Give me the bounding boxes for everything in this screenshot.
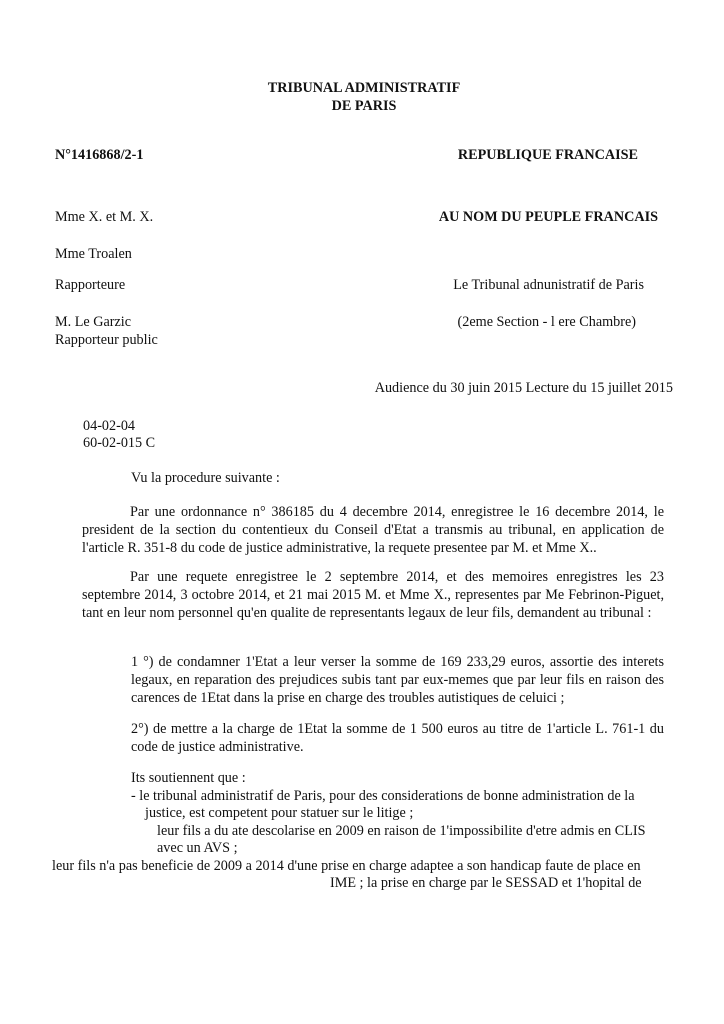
case-number: N°1416868/2-1 — [55, 147, 144, 163]
argument-1-line1: - le tribunal administratif de Paris, pour des considerations de bonne administration de la — [131, 788, 635, 804]
paragraph-ordonnance-text: Par une ordonnance n° 386185 du 4 decembre 2014, enregistree le 16 decembre 2014, le president de la section du contentieux du Conseil d'Etat a transmis au tribunal, en application de l'article R. 351-8 du code de justice administrative, la requete presentee par M. et Mme X.. — [82, 504, 664, 556]
public-rapporteur-name: M. Le Garzic — [55, 314, 132, 330]
claimants: Mme X. et M. X. — [55, 209, 154, 225]
procedure-heading: Vu la procedure suivante : — [131, 470, 280, 486]
paragraph-requete-text: Par une requete enregistree le 2 septembre 2014, et des memoires enregistres les 23 septembre 2014, 3 octobre 2014, et 21 mai 2015 M. et Mme X., representes par Me Febrinon-Piguet, tant en leur nom personnel qu'en qualite de representants legaux de leur fils, demandent au tribunal : — [82, 569, 664, 621]
claim-2: 2°) de mettre a la charge de 1Etat la somme de 1 500 euros au titre de 1'article L. 761-1 du code de justice administrative. — [131, 721, 664, 755]
classification-code: 04-02-04 — [83, 418, 136, 434]
rapporteur-name: Mme Troalen — [55, 246, 132, 262]
argument-3-line2: IME ; la prise en charge par le SESSAD et 1'hopital de — [330, 875, 642, 891]
argument-2-line2: avec un AVS ; — [157, 840, 238, 856]
argument-1-line2: justice, est competent pour statuer sur le litige ; — [145, 805, 414, 821]
hearing-dates: Audience du 30 juin 2015 Lecture du 15 juillet 2015 — [374, 380, 673, 396]
arguments-intro: Its soutiennent que : — [131, 770, 246, 786]
tribunal-chamber: (2eme Section - l ere Chambre) — [457, 314, 636, 330]
paragraph-requete — [82, 568, 664, 622]
argument-3-line1: leur fils n'a pas beneficie de 2009 a 2014 d'une prise en charge adaptee a son handicap faute de place en — [52, 858, 641, 874]
court-title-line2: DE PARIS — [331, 98, 397, 114]
in-the-name-heading: AU NOM DU PEUPLE FRANCAIS — [438, 209, 658, 225]
classification-code: 60-02-015 C — [83, 435, 156, 451]
rapporteur-role: Rapporteure — [55, 277, 126, 293]
court-title-line1: TRIBUNAL ADMINISTRATIF — [267, 80, 461, 96]
public-rapporteur-role: Rapporteur public — [55, 332, 158, 348]
argument-2-line1: leur fils a du ate descolarise en 2009 en raison de 1'impossibilite d'etre admis en CLIS — [157, 823, 646, 839]
tribunal-name: Le Tribunal adnunistratif de Paris — [453, 277, 644, 293]
claim-1: 1 °) de condamner 1'Etat a leur verser la somme de 169 233,29 euros, assortie des interets legaux, en reparation des prejudices subis tant par eux-memes que par leur fils en raison des carences de 1Etat dans la prise en charge des troubles autistiques de celuici ; — [131, 654, 664, 706]
republic-heading: REPUBLIQUE FRANCAISE — [457, 147, 638, 163]
paragraph-ordonnance — [82, 503, 664, 557]
